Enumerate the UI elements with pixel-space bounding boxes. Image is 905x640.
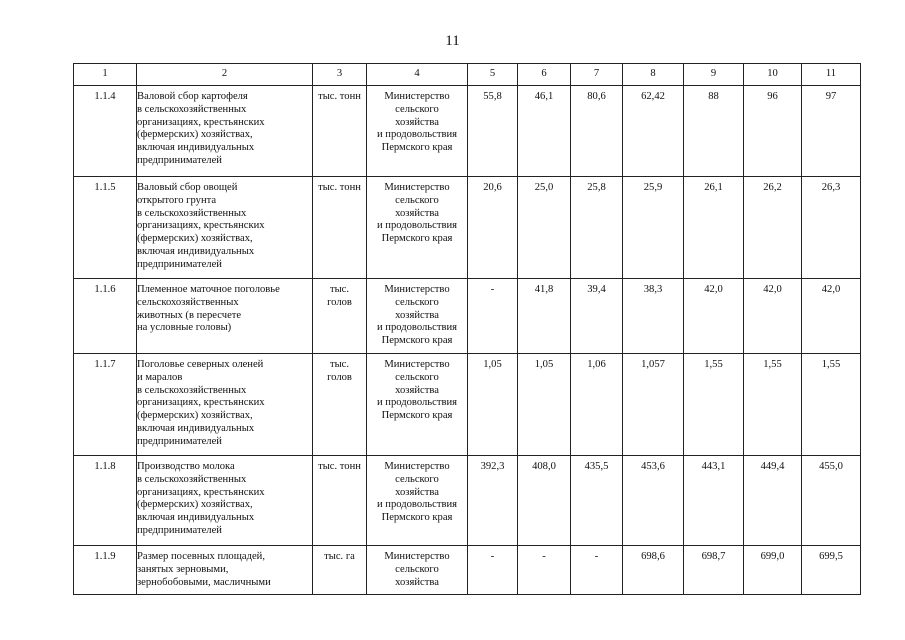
value-cell: 80,6 <box>571 86 623 177</box>
unit-cell: тыс. голов <box>313 279 367 354</box>
table-row <box>74 177 861 279</box>
row-number: 1.1.4 <box>74 86 137 177</box>
row-number: 1.1.7 <box>74 354 137 456</box>
indicator-name: Производство молока в сельскохозяйственных организациях, крестьянских (фермерских) хозяйствах, включая индивидуальных предпринимателей <box>137 456 313 546</box>
value-cell: - <box>468 546 518 595</box>
value-cell: - <box>518 546 571 595</box>
unit-cell: тыс. тонн <box>313 86 367 177</box>
table-row <box>74 86 861 177</box>
row-number: 1.1.6 <box>74 279 137 354</box>
value-cell: 20,6 <box>468 177 518 279</box>
indicator-name: Размер посевных площадей, занятых зерновыми, зернобобовыми, масличными <box>137 546 313 595</box>
table-row <box>74 354 861 456</box>
responsible-org: Министерство сельского хозяйства и продовольствия Пермского края <box>367 354 468 456</box>
indicator-name: Поголовье северных оленей и маралов в сельскохозяйственных организациях, крестьянских (фермерских) хозяйствах, включая индивидуальных предпринимателей <box>137 354 313 456</box>
value-cell: 88 <box>684 86 744 177</box>
value-cell: 698,7 <box>684 546 744 595</box>
responsible-org: Министерство сельского хозяйства и продовольствия Пермского края <box>367 177 468 279</box>
table-header-row <box>74 64 861 86</box>
table-row <box>74 456 861 546</box>
value-cell: 55,8 <box>468 86 518 177</box>
value-cell: 435,5 <box>571 456 623 546</box>
value-cell: 62,42 <box>623 86 684 177</box>
value-cell: 1,057 <box>623 354 684 456</box>
value-cell: 699,5 <box>802 546 861 595</box>
value-cell: 1,55 <box>744 354 802 456</box>
value-cell: 1,05 <box>468 354 518 456</box>
value-cell: 39,4 <box>571 279 623 354</box>
value-cell: 1,55 <box>802 354 861 456</box>
value-cell: 26,1 <box>684 177 744 279</box>
column-header-8: 8 <box>623 64 684 86</box>
indicators-table <box>73 63 861 595</box>
value-cell: - <box>468 279 518 354</box>
column-header-4: 4 <box>367 64 468 86</box>
table-row <box>74 546 861 595</box>
value-cell: 408,0 <box>518 456 571 546</box>
indicator-name: Валовый сбор овощей открытого грунта в сельскохозяйственных организациях, крестьянских (фермерских) хозяйствах, включая индивидуальных предпринимателей <box>137 177 313 279</box>
value-cell: 698,6 <box>623 546 684 595</box>
column-header-2: 2 <box>137 64 313 86</box>
column-header-10: 10 <box>744 64 802 86</box>
unit-cell: тыс. голов <box>313 354 367 456</box>
column-header-6: 6 <box>518 64 571 86</box>
page-number: 11 <box>445 33 460 49</box>
value-cell: 449,4 <box>744 456 802 546</box>
value-cell: 97 <box>802 86 861 177</box>
row-number: 1.1.5 <box>74 177 137 279</box>
responsible-org: Министерство сельского хозяйства и продовольствия Пермского края <box>367 86 468 177</box>
value-cell: 1,05 <box>518 354 571 456</box>
indicator-name: Валовой сбор картофеля в сельскохозяйственных организациях, крестьянских (фермерских) хозяйствах, включая индивидуальных предпринимателей <box>137 86 313 177</box>
unit-cell: тыс. тонн <box>313 177 367 279</box>
responsible-org: Министерство сельского хозяйства и продовольствия Пермского края <box>367 279 468 354</box>
row-number: 1.1.8 <box>74 456 137 546</box>
value-cell: 42,0 <box>744 279 802 354</box>
column-header-11: 11 <box>802 64 861 86</box>
value-cell: 443,1 <box>684 456 744 546</box>
value-cell: 26,3 <box>802 177 861 279</box>
value-cell: 46,1 <box>518 86 571 177</box>
value-cell: 96 <box>744 86 802 177</box>
value-cell: 42,0 <box>802 279 861 354</box>
unit-cell: тыс. га <box>313 546 367 595</box>
row-number: 1.1.9 <box>74 546 137 595</box>
value-cell: 1,06 <box>571 354 623 456</box>
unit-cell: тыс. тонн <box>313 456 367 546</box>
value-cell: 699,0 <box>744 546 802 595</box>
column-header-3: 3 <box>313 64 367 86</box>
value-cell: 392,3 <box>468 456 518 546</box>
column-header-5: 5 <box>468 64 518 86</box>
column-header-7: 7 <box>571 64 623 86</box>
table-row <box>74 279 861 354</box>
value-cell: 26,2 <box>744 177 802 279</box>
indicator-name: Племенное маточное поголовье сельскохозяйственных животных (в пересчете на условные головы) <box>137 279 313 354</box>
value-cell: 1,55 <box>684 354 744 456</box>
column-header-9: 9 <box>684 64 744 86</box>
responsible-org: Министерство сельского хозяйства <box>367 546 468 595</box>
value-cell: 42,0 <box>684 279 744 354</box>
value-cell: 453,6 <box>623 456 684 546</box>
value-cell: 455,0 <box>802 456 861 546</box>
value-cell: 25,9 <box>623 177 684 279</box>
value-cell: 25,0 <box>518 177 571 279</box>
value-cell: 38,3 <box>623 279 684 354</box>
column-header-1: 1 <box>74 64 137 86</box>
value-cell: 41,8 <box>518 279 571 354</box>
value-cell: - <box>571 546 623 595</box>
value-cell: 25,8 <box>571 177 623 279</box>
responsible-org: Министерство сельского хозяйства и продовольствия Пермского края <box>367 456 468 546</box>
